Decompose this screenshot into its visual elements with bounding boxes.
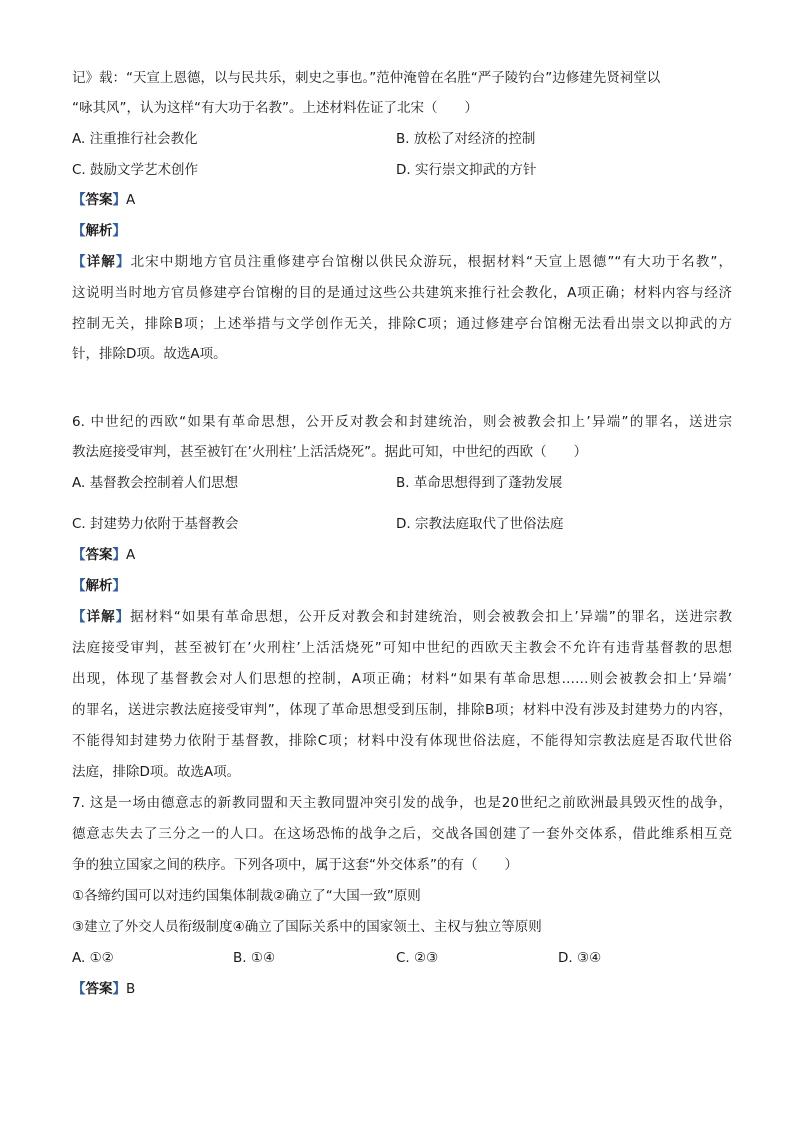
- q6-analysis-tag: 解析: [85, 578, 113, 594]
- q7-answer: 【答案】B: [72, 981, 136, 997]
- q6-detail-line-2: 法庭接受审判，甚至被钉在’火刑柱’上活活烧死”可知中世纪的西欧天主教会不允许有违背基督教的思想: [72, 640, 732, 656]
- q6-stem-line-1: 6. 中世纪的西欧“如果有革命思想，公开反对教会和封建统治，则会被教会扣上’异端”的罪名，送进宗: [72, 414, 732, 430]
- q6-detail-line-3: 出现，体现了基督教会对人们思想的控制，A项正确；材料“如果有革命思想……则会被教会扣上‘异端’: [72, 671, 732, 687]
- q6-option-a: A. 基督教会控制着人们思想: [72, 475, 239, 491]
- q5-analysis-tag: 解析: [85, 223, 113, 239]
- q5-detail-line-4: 针，排除D项。故选A项。: [72, 346, 227, 362]
- q7-option-a: A. ①②: [72, 950, 114, 966]
- q5-detail-text-1: 北宋中期地方官员注重修建亭台馆榭以供民众游玩，根据材料“天宣上恩德”“有大功于名教”，: [130, 254, 733, 270]
- q7-option-d: D. ③④: [558, 950, 602, 966]
- q7-stem-line-1: 7. 这是一场由德意志的新教同盟和天主教同盟冲突引发的战争，也是20世纪之前欧洲最具毁灭性的战争，: [72, 795, 732, 811]
- q7-stem-line-3: 争的独立国家之间的秩序。下列各项中，属于这套“外交体系”的有（ ）: [72, 857, 518, 873]
- q7-stem-line-4: ①各缔约国可以对违约国集体制裁②确立了“大国一致”原则: [72, 888, 421, 904]
- q6-stem-line-2: 教法庭接受审判，甚至被钉在’火刑柱’上活活烧死”。据此可知，中世纪的西欧（ ）: [72, 444, 588, 460]
- q6-answer-tag: 答案: [85, 547, 113, 563]
- q5-detail-line-1: 【详解】北宋中期地方官员注重修建亭台馆榭以供民众游玩，根据材料“天宣上恩德”“有大功于名教”，: [72, 254, 733, 270]
- q6-option-b: B. 革命思想得到了蓬勃发展: [396, 475, 563, 491]
- q6-detail-text-1: 据材料“如果有革命思想，公开反对教会和封建统治，则会被教会扣上’异端”的罪名，送进宗教: [130, 609, 733, 625]
- q7-stem-line-2: 德意志失去了三分之一的人口。在这场恐怖的战争之后，交战各国创建了一套外交体系，借此维系相互竞: [72, 826, 732, 842]
- q5-answer-value: A: [126, 192, 136, 208]
- q7-stem-line-5: ③建立了外交人员衔级制度④确立了国际关系中的国家领土、主权与独立等原则: [72, 919, 542, 935]
- q5-detail-line-2: 这说明当时地方官员修建亭台馆榭的目的是通过这些公共建筑来推行社会教化，A项正确；材料内容与经济: [72, 285, 732, 301]
- q7-option-c: C. ②③: [396, 950, 439, 966]
- q6-detail-tag: 详解: [86, 609, 116, 625]
- q5-answer: 【答案】A: [72, 192, 136, 208]
- q5-stem-line-2: “咏其风”，认为这样“有大功于名教”。上述材料佐证了北宋（ ）: [72, 100, 478, 116]
- q5-answer-tag: 答案: [85, 192, 113, 208]
- q6-option-c: C. 封建势力依附于基督教会: [72, 516, 239, 532]
- q5-option-b: B. 放松了对经济的控制: [396, 131, 536, 147]
- q5-option-c: C. 鼓励文学艺术创作: [72, 162, 199, 178]
- q6-answer-value: A: [126, 547, 136, 563]
- q6-analysis: 【解析】: [72, 578, 126, 594]
- q5-detail-line-3: 控制无关，排除B项；上述举措与文学创作无关，排除C项；通过修建亭台馆榭无法看出崇文以抑武的方: [72, 316, 732, 332]
- q6-option-d: D. 宗教法庭取代了世俗法庭: [396, 516, 564, 532]
- q6-detail-line-6: 法庭，排除D项。故选A项。: [72, 764, 241, 780]
- q5-option-a: A. 注重推行社会教化: [72, 131, 198, 147]
- q6-detail-line-4: 的罪名，送进宗教法庭接受审判”，体现了革命思想受到压制，排除B项；材料中没有涉及封建势力的内容，: [72, 702, 732, 718]
- q7-answer-tag: 答案: [85, 981, 113, 997]
- q5-analysis: 【解析】: [72, 223, 126, 239]
- q7-answer-value: B: [126, 981, 136, 997]
- q5-option-d: D. 实行崇文抑武的方针: [396, 162, 537, 178]
- q5-detail-tag: 详解: [86, 254, 116, 270]
- q6-detail-line-1: 【详解】据材料“如果有革命思想，公开反对教会和封建统治，则会被教会扣上’异端”的罪名，送进宗教: [72, 609, 733, 625]
- q6-detail-line-5: 不能得知封建势力依附于基督教，排除C项；材料中没有体现世俗法庭，不能得知宗教法庭是否取代世俗: [72, 733, 732, 749]
- q6-answer: 【答案】A: [72, 547, 136, 563]
- q5-stem-line-1: 记》载：“天宣上恩德，以与民共乐，刺史之事也。”范仲淹曾在名胜“严子陵钓台”边修建先贤祠堂以: [72, 70, 661, 86]
- q7-option-b: B. ①④: [233, 950, 276, 966]
